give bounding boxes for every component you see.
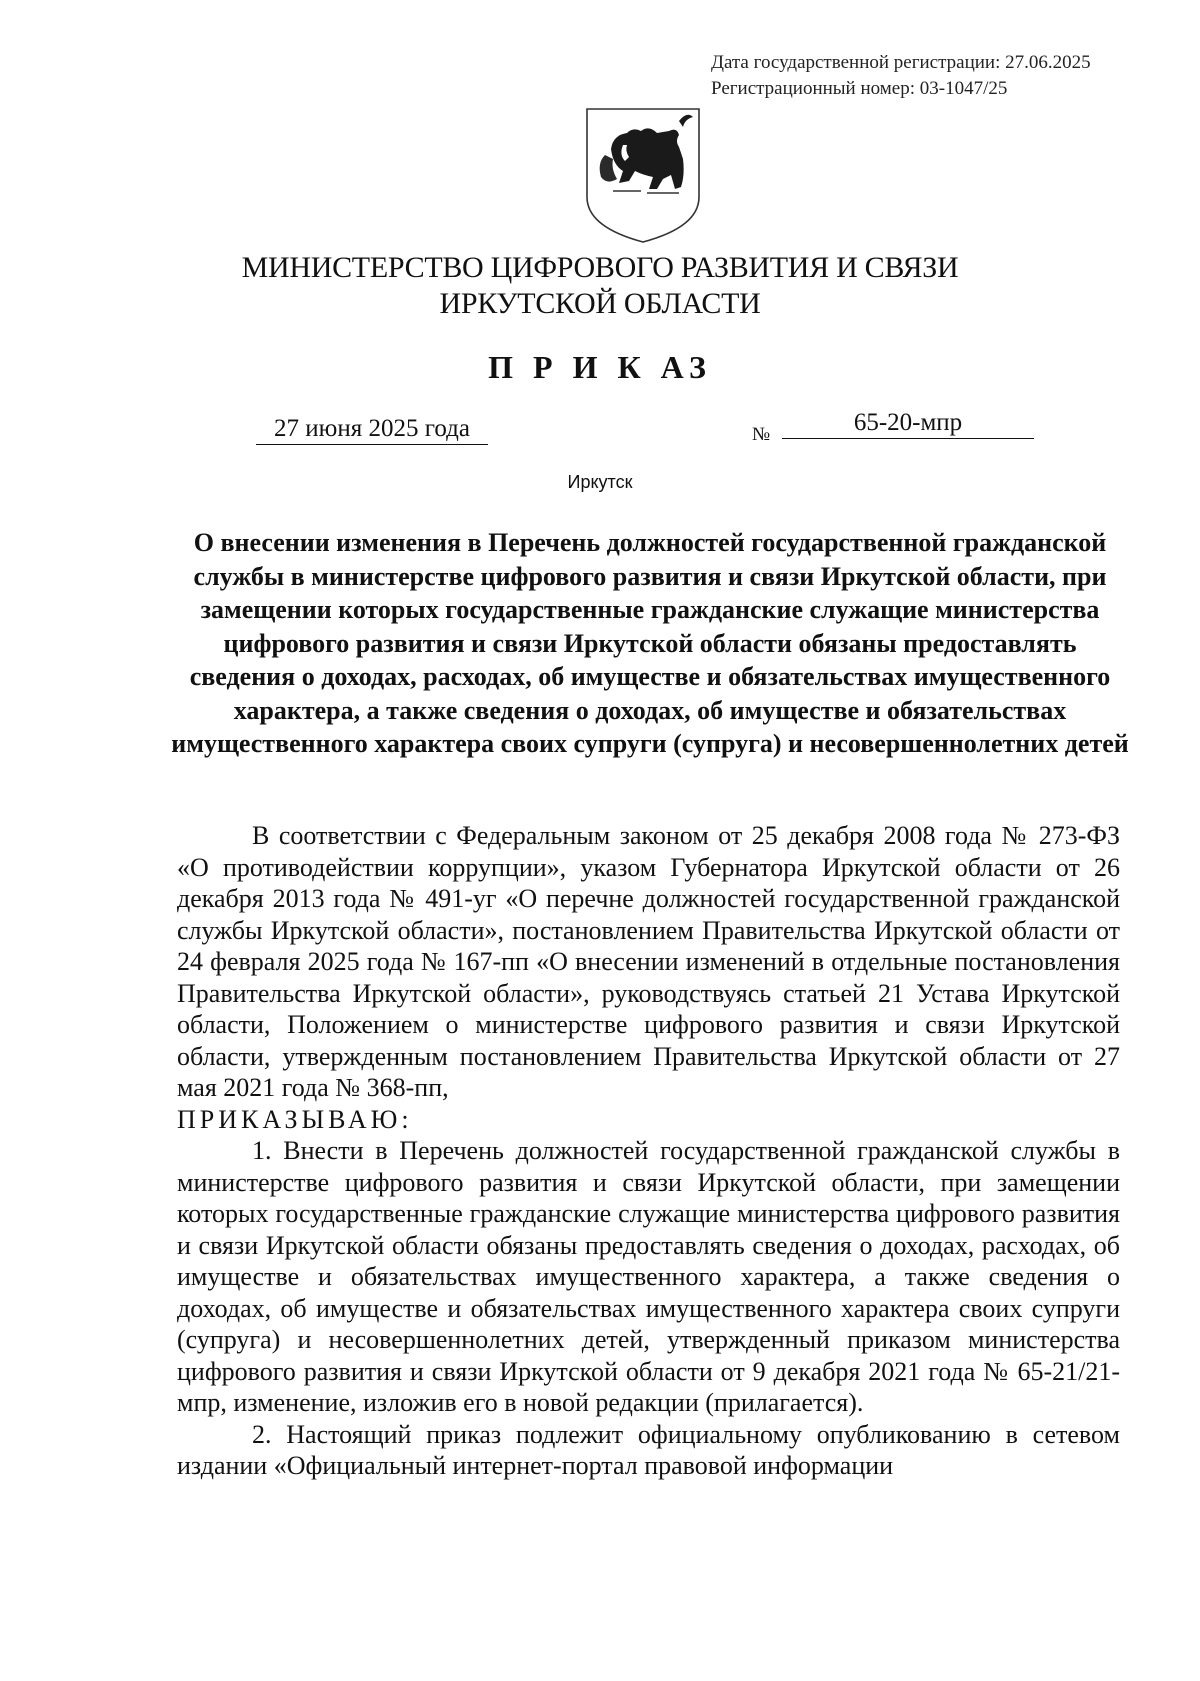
irkutsk-babr-coat-of-arms-icon bbox=[583, 105, 703, 245]
ministry-line-1: МИНИСТЕРСТВО ЦИФРОВОГО РАЗВИТИЯ И СВЯЗИ bbox=[241, 251, 959, 284]
registration-number: Регистрационный номер: 03-1047/25 bbox=[711, 78, 1008, 99]
ministry-name bbox=[0, 250, 1200, 322]
city: Иркутск bbox=[567, 472, 633, 492]
order-word: ПРИКАЗЫВАЮ: bbox=[177, 1104, 413, 1134]
document-body bbox=[177, 820, 1120, 1482]
document-title: О внесении изменения в Перечень должностей государственной гражданской службы в министерстве цифрового развития и связи Иркутской области, при замещении которых государственные гражданские служащие министерства цифрового развития и связи Иркутской области обязаны предоставлять сведения о доходах, расходах, об имуществе и обязательствах имущественного характера, а также сведения о доходах, об имуществе и обязательствах имущественного характера своих супруги (супруга) и несовершеннолетних детей bbox=[171, 528, 1129, 758]
order-item-2: 2. Настоящий приказ подлежит официальному опубликованию в сетевом издании «Официальный интернет-портал правовой информации bbox=[177, 1419, 1120, 1480]
order-item-1: 1. Внести в Перечень должностей государственной гражданской службы в министерстве цифрового развития и связи Иркутской области, при замещении которых государственные гражданские служащие министерства цифрового развития и связи Иркутской области обязаны предоставлять сведения о доходах, расходах, об имуществе и обязательствах имущественного характера, а также сведения о доходах, об имуществе и обязательствах имущественного характера своих супруги (супруга) и несовершеннолетних детей, утвержденный приказом министерства цифрового развития и связи Иркутской области от 9 декабря 2021 года № 65-21/21-мпр, изменение, изложив его в новой редакции (прилагается). bbox=[177, 1136, 1120, 1417]
ministry-line-2: ИРКУТСКОЙ ОБЛАСТИ bbox=[439, 287, 761, 320]
number-sign: № bbox=[752, 424, 771, 445]
order-number: 65-20-мпр bbox=[782, 408, 1034, 439]
order-date: 27 июня 2025 года bbox=[256, 414, 488, 445]
preamble-paragraph: В соответствии с Федеральным законом от 25 декабря 2008 года № 273-ФЗ «О противодействии коррупции», указом Губернатора Иркутской области от 26 декабря 2013 года № 491-уг «О перечне должностей государственной гражданской службы Иркутской области», постановлением Правительства Иркутской области от 24 февраля 2025 года № 167-пп «О внесении изменений в отдельные постановления Правительства Иркутской области», руководствуясь статьей 21 Устава Иркутской области, Положением о министерстве цифрового развития и связи Иркутской области, утвержденным постановлением Правительства Иркутской области от 27 мая 2021 года № 368-пп, bbox=[177, 821, 1120, 1102]
registration-stamp bbox=[711, 50, 1091, 102]
registration-date: Дата государственной регистрации: 27.06.2025 bbox=[711, 52, 1091, 73]
document-type: П Р И К АЗ bbox=[488, 349, 712, 385]
